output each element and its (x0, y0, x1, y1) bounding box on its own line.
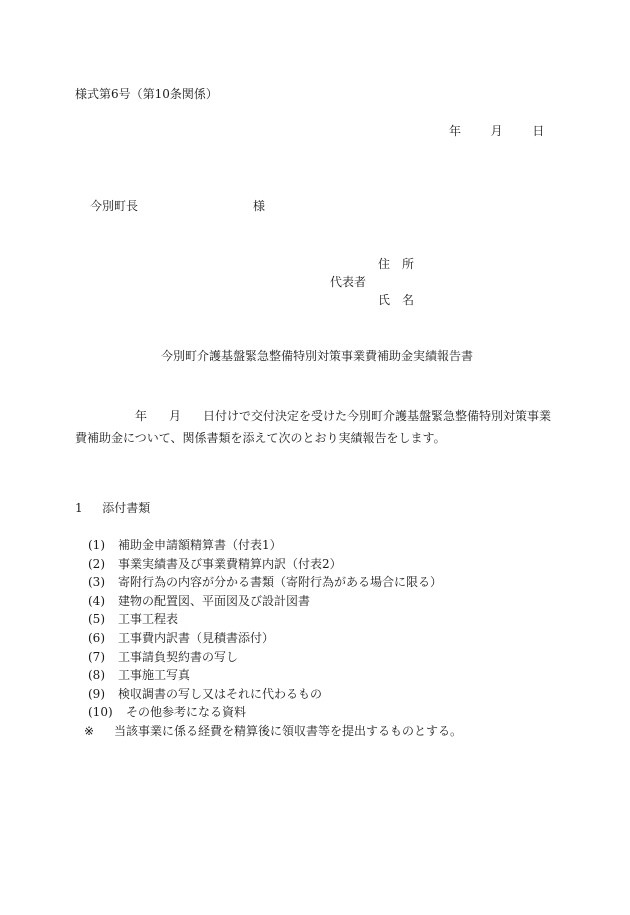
list-item-number: (8) (88, 668, 105, 683)
list-item-text: 工事工程表 (118, 612, 179, 627)
addressee-name: 今別町長 (90, 199, 139, 213)
list-item (88, 573, 462, 592)
list-item-text: 工事請負契約書の写し (118, 649, 239, 664)
list-item-number: (5) (88, 612, 105, 627)
list-item (88, 555, 462, 574)
body-month: 月 (169, 409, 182, 423)
list-item (88, 592, 462, 611)
date-line (449, 123, 544, 139)
list-item (88, 703, 462, 722)
sender-address-label: 住 所 (378, 257, 415, 271)
section-number: 1 (75, 501, 83, 515)
date-day: 日 (532, 124, 545, 138)
list-item-text: 工事施工写真 (118, 668, 191, 683)
list-item-number: (10) (88, 705, 113, 720)
list-item-number: (1) (88, 538, 105, 552)
list-item-text: 事業実績書及び事業費精算内訳（付表2） (118, 556, 342, 571)
sender-name-label: 氏 名 (378, 293, 415, 307)
section-title: 添付書類 (102, 501, 151, 515)
section-heading (75, 500, 150, 516)
sender-representative-label: 代表者 (330, 275, 367, 289)
list-item-number: (3) (88, 575, 105, 590)
note-row (80, 722, 462, 741)
list-item-text: 建物の配置図、平面図及び設計図書 (118, 593, 311, 608)
list-item-number: (4) (88, 593, 105, 608)
list-item (88, 685, 462, 704)
date-year: 年 (449, 124, 462, 138)
body-line-2: 費補助金について、関係書類を添えて次のとおり実績報告をします。 (75, 431, 446, 445)
addressee-honorific: 様 (253, 199, 266, 213)
list-item-text: 工事費内訳書（見積書添付） (118, 630, 275, 645)
form-number: 様式第6号（第10条関係） (75, 87, 218, 101)
list-item-text: 寄附行為の内容が分かる書類（寄附行為がある場合に限る） (118, 575, 443, 590)
attachment-list (84, 536, 463, 741)
body-line-1: 日付けで交付決定を受けた今別町介護基盤緊急整備特別対策事業 (203, 409, 552, 423)
list-item-text: その他参考になる資料 (126, 705, 247, 720)
list-item-number: (7) (88, 649, 105, 664)
note-text: 当該事業に係る経費を精算後に領収書等を提出するものとする。 (114, 723, 463, 738)
list-item-text: 補助金申請額精算書（付表1） (118, 538, 282, 552)
note-mark: ※ (84, 723, 95, 738)
list-item (88, 629, 462, 648)
list-item (88, 610, 462, 629)
list-item-text: 検収調書の写し又はそれに代わるもの (118, 686, 323, 701)
list-item (88, 666, 462, 685)
list-item (88, 648, 462, 667)
list-item-number: (9) (88, 686, 105, 701)
list-item (88, 536, 462, 555)
document-title: 今別町介護基盤緊急整備特別対策事業費補助金実績報告書 (161, 349, 474, 363)
list-item-number: (2) (88, 556, 105, 571)
date-month: 月 (490, 124, 503, 138)
list-item-number: (6) (88, 630, 105, 645)
body-year: 年 (135, 409, 148, 423)
body-text (75, 405, 595, 449)
